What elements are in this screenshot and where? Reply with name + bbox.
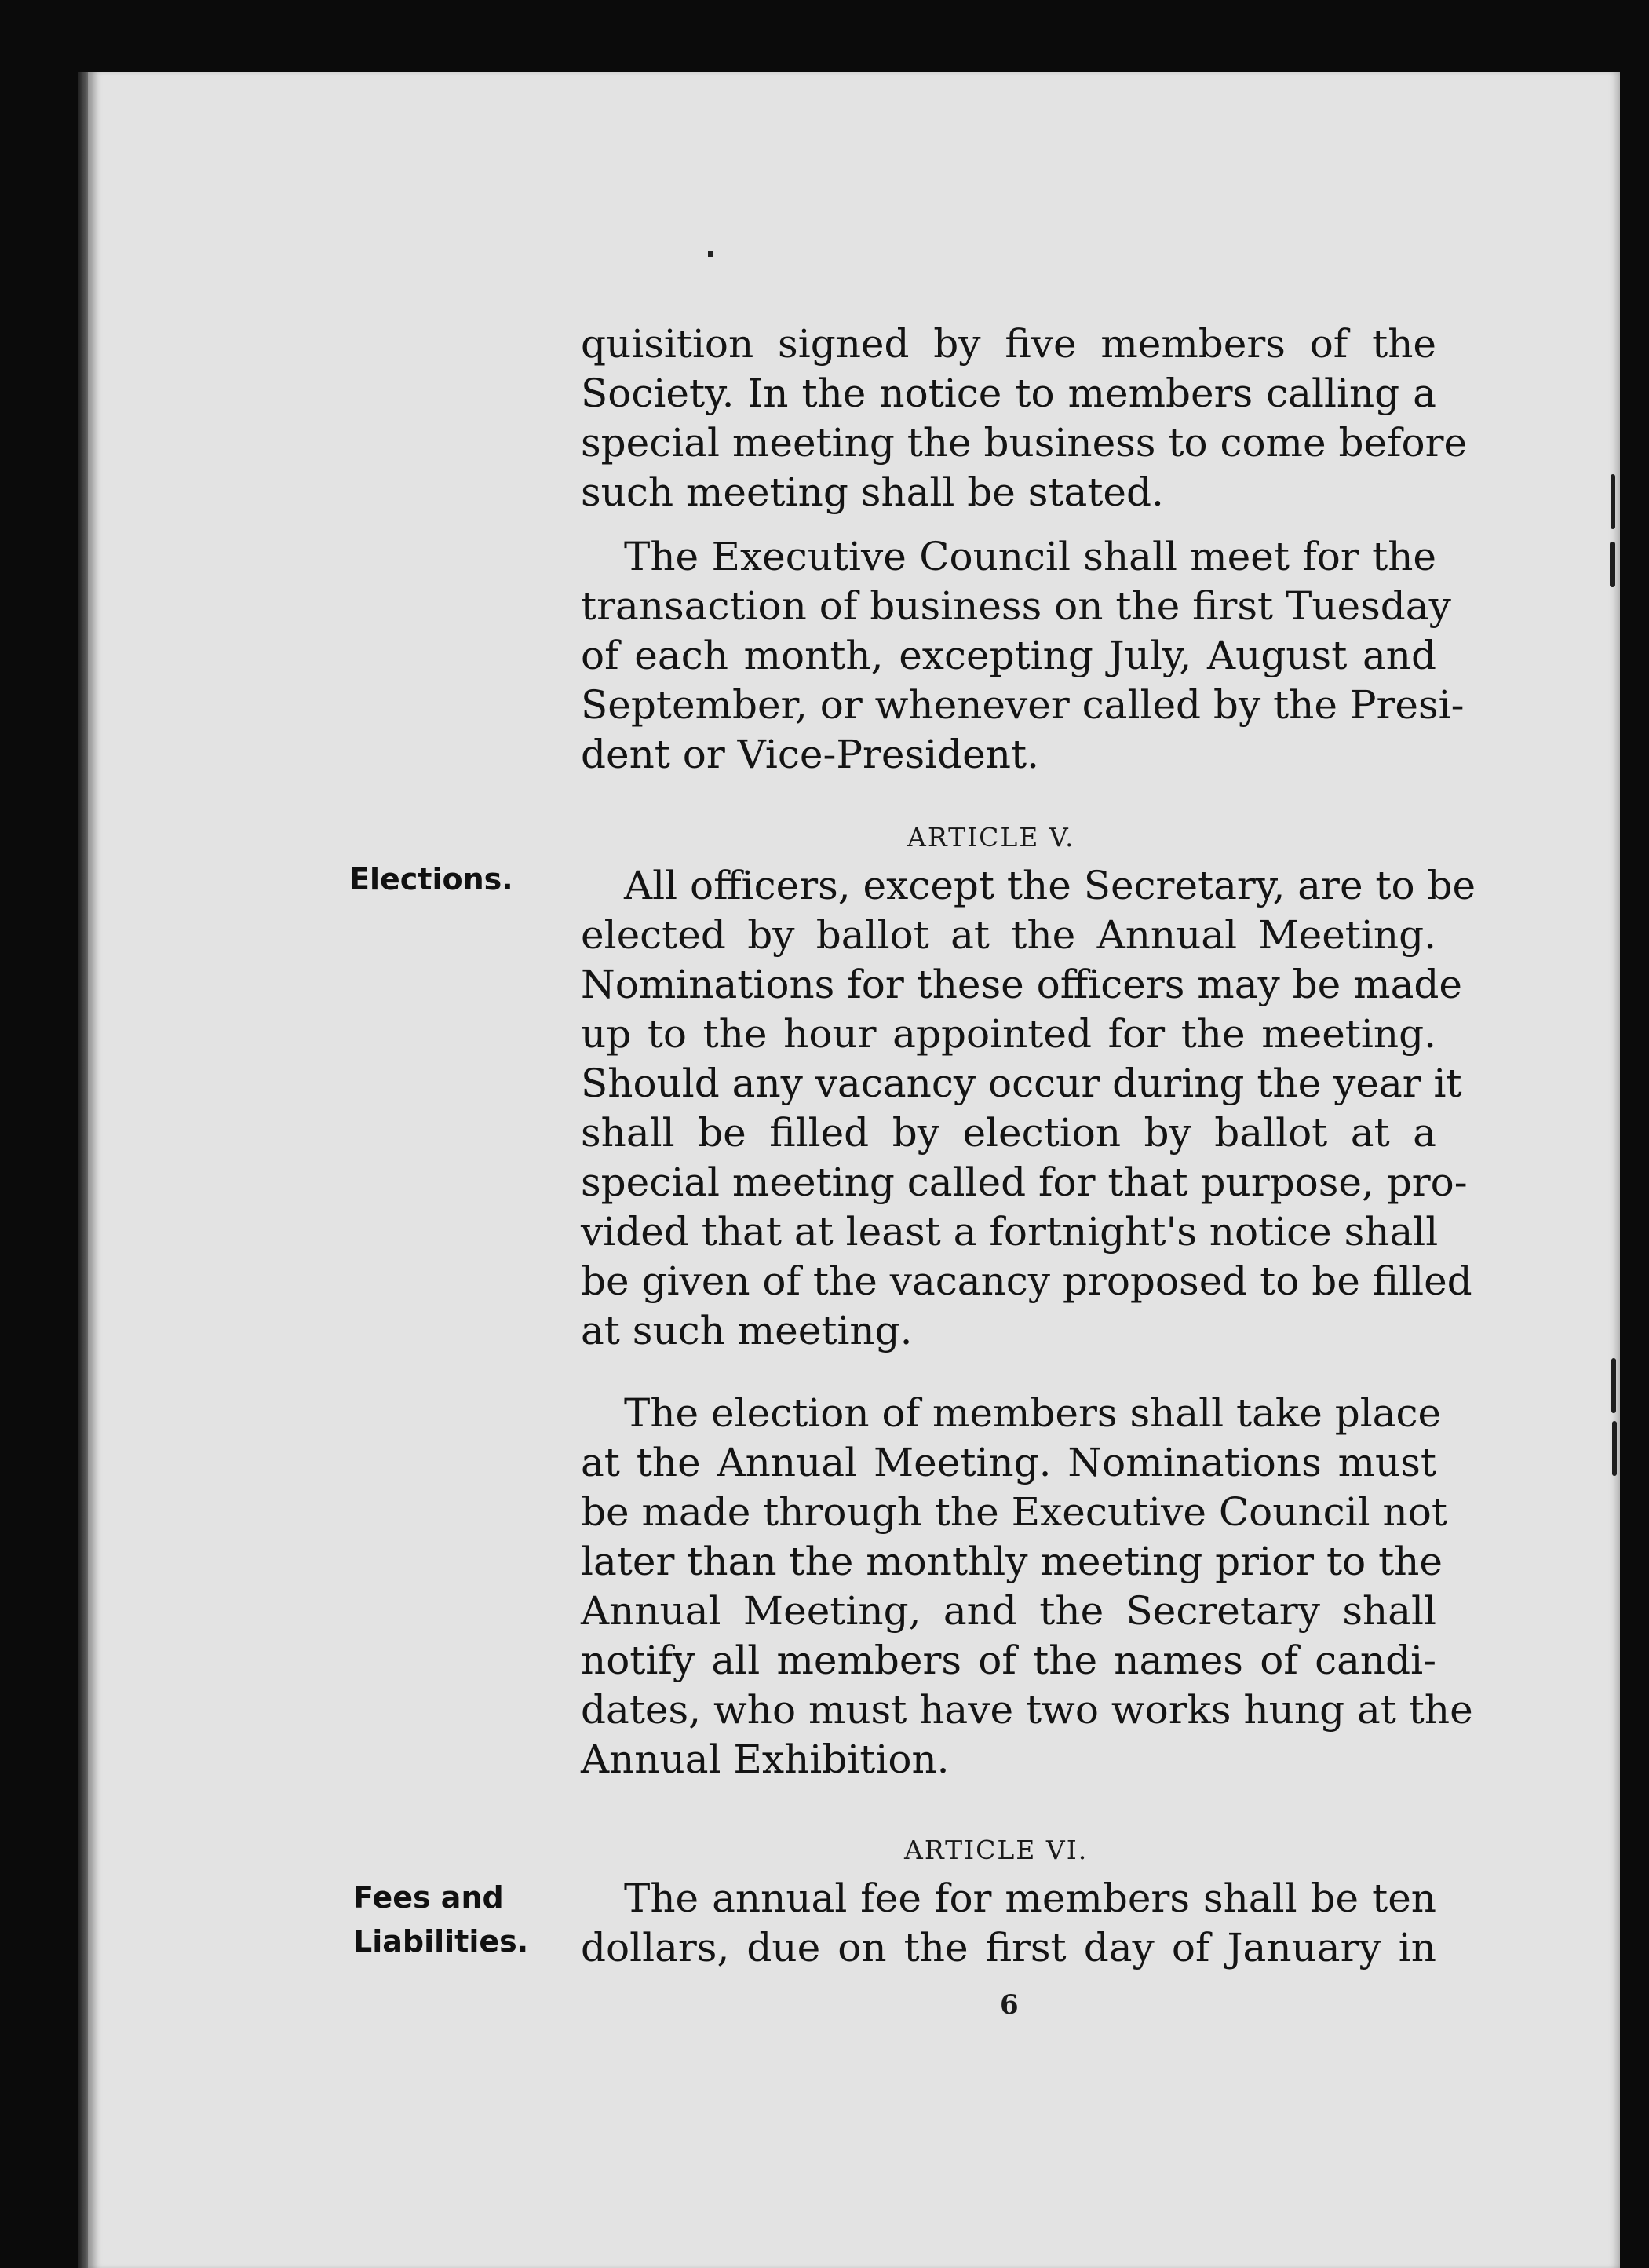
text-line: be made through the Executive Council not bbox=[581, 1489, 1447, 1535]
margin-note-line: Liabilities. bbox=[353, 1924, 529, 1959]
text-line: September, or whenever called by the Presi- bbox=[581, 682, 1465, 728]
text-line: at such meeting. bbox=[581, 1308, 913, 1353]
right-margin-mark bbox=[1611, 474, 1615, 529]
text-line: The Executive Council shall meet for the bbox=[624, 534, 1436, 579]
text-line: such meeting shall be stated. bbox=[581, 469, 1164, 515]
text-line: quisition signed by five members of the bbox=[581, 321, 1436, 367]
text-line: Society. In the notice to members calling a bbox=[581, 371, 1436, 416]
text-line: Nominations for these officers may be made bbox=[581, 962, 1462, 1007]
right-margin-mark bbox=[1611, 1358, 1616, 1413]
text-line: shall be filled by election by ballot at a bbox=[581, 1110, 1436, 1156]
paragraph-executive-council bbox=[581, 532, 1465, 780]
text-line: special meeting the business to come before bbox=[581, 420, 1468, 466]
article-6-heading: ARTICLE VI. bbox=[904, 1835, 1089, 1865]
paragraph-requisition bbox=[581, 320, 1468, 517]
paragraph-annual-fee bbox=[581, 1874, 1436, 1973]
text-line: The annual fee for members shall be ten bbox=[624, 1875, 1436, 1921]
text-line: elected by ballot at the Annual Meeting. bbox=[581, 912, 1436, 958]
page-number: 6 bbox=[1000, 1989, 1019, 2021]
text-line: Should any vacancy occur during the year it bbox=[581, 1061, 1462, 1106]
text-line: All officers, except the Secretary, are to be bbox=[624, 863, 1476, 908]
text-line: Annual Meeting, and the Secretary shall bbox=[581, 1588, 1436, 1634]
text-line: at the Annual Meeting. Nominations must bbox=[581, 1440, 1436, 1485]
text-line: Annual Exhibition. bbox=[581, 1737, 950, 1782]
text-line: special meeting called for that purpose, pro- bbox=[581, 1160, 1468, 1205]
book-page bbox=[88, 72, 1620, 2268]
article-5-heading: ARTICLE V. bbox=[907, 822, 1075, 853]
text-line: vided that at least a fortnight's notice shall bbox=[581, 1209, 1439, 1255]
text-line: later than the monthly meeting prior to the bbox=[581, 1539, 1443, 1584]
right-margin-mark bbox=[1610, 542, 1615, 587]
text-line: dollars, due on the first day of January in bbox=[581, 1925, 1436, 1970]
margin-note-line: Fees and bbox=[353, 1880, 504, 1915]
text-line: be given of the vacancy proposed to be filled bbox=[581, 1258, 1472, 1304]
paragraph-elections-members bbox=[581, 1389, 1473, 1784]
paragraph-elections-officers bbox=[581, 861, 1476, 1356]
text-line: dates, who must have two works hung at the bbox=[581, 1687, 1473, 1733]
margin-note-elections: Elections. bbox=[349, 862, 513, 897]
text-line: up to the hour appointed for the meeting. bbox=[581, 1011, 1436, 1057]
margin-note-fees-liabilities bbox=[353, 1875, 528, 1963]
text-line: transaction of business on the first Tuesday bbox=[581, 583, 1451, 629]
text-line: notify all members of the names of candi- bbox=[581, 1638, 1436, 1683]
right-margin-mark bbox=[1612, 1421, 1617, 1476]
scan-speck bbox=[708, 251, 713, 257]
text-line: The election of members shall take place bbox=[624, 1390, 1442, 1436]
text-line: dent or Vice-President. bbox=[581, 732, 1039, 777]
text-line: of each month, excepting July, August and bbox=[581, 633, 1436, 678]
